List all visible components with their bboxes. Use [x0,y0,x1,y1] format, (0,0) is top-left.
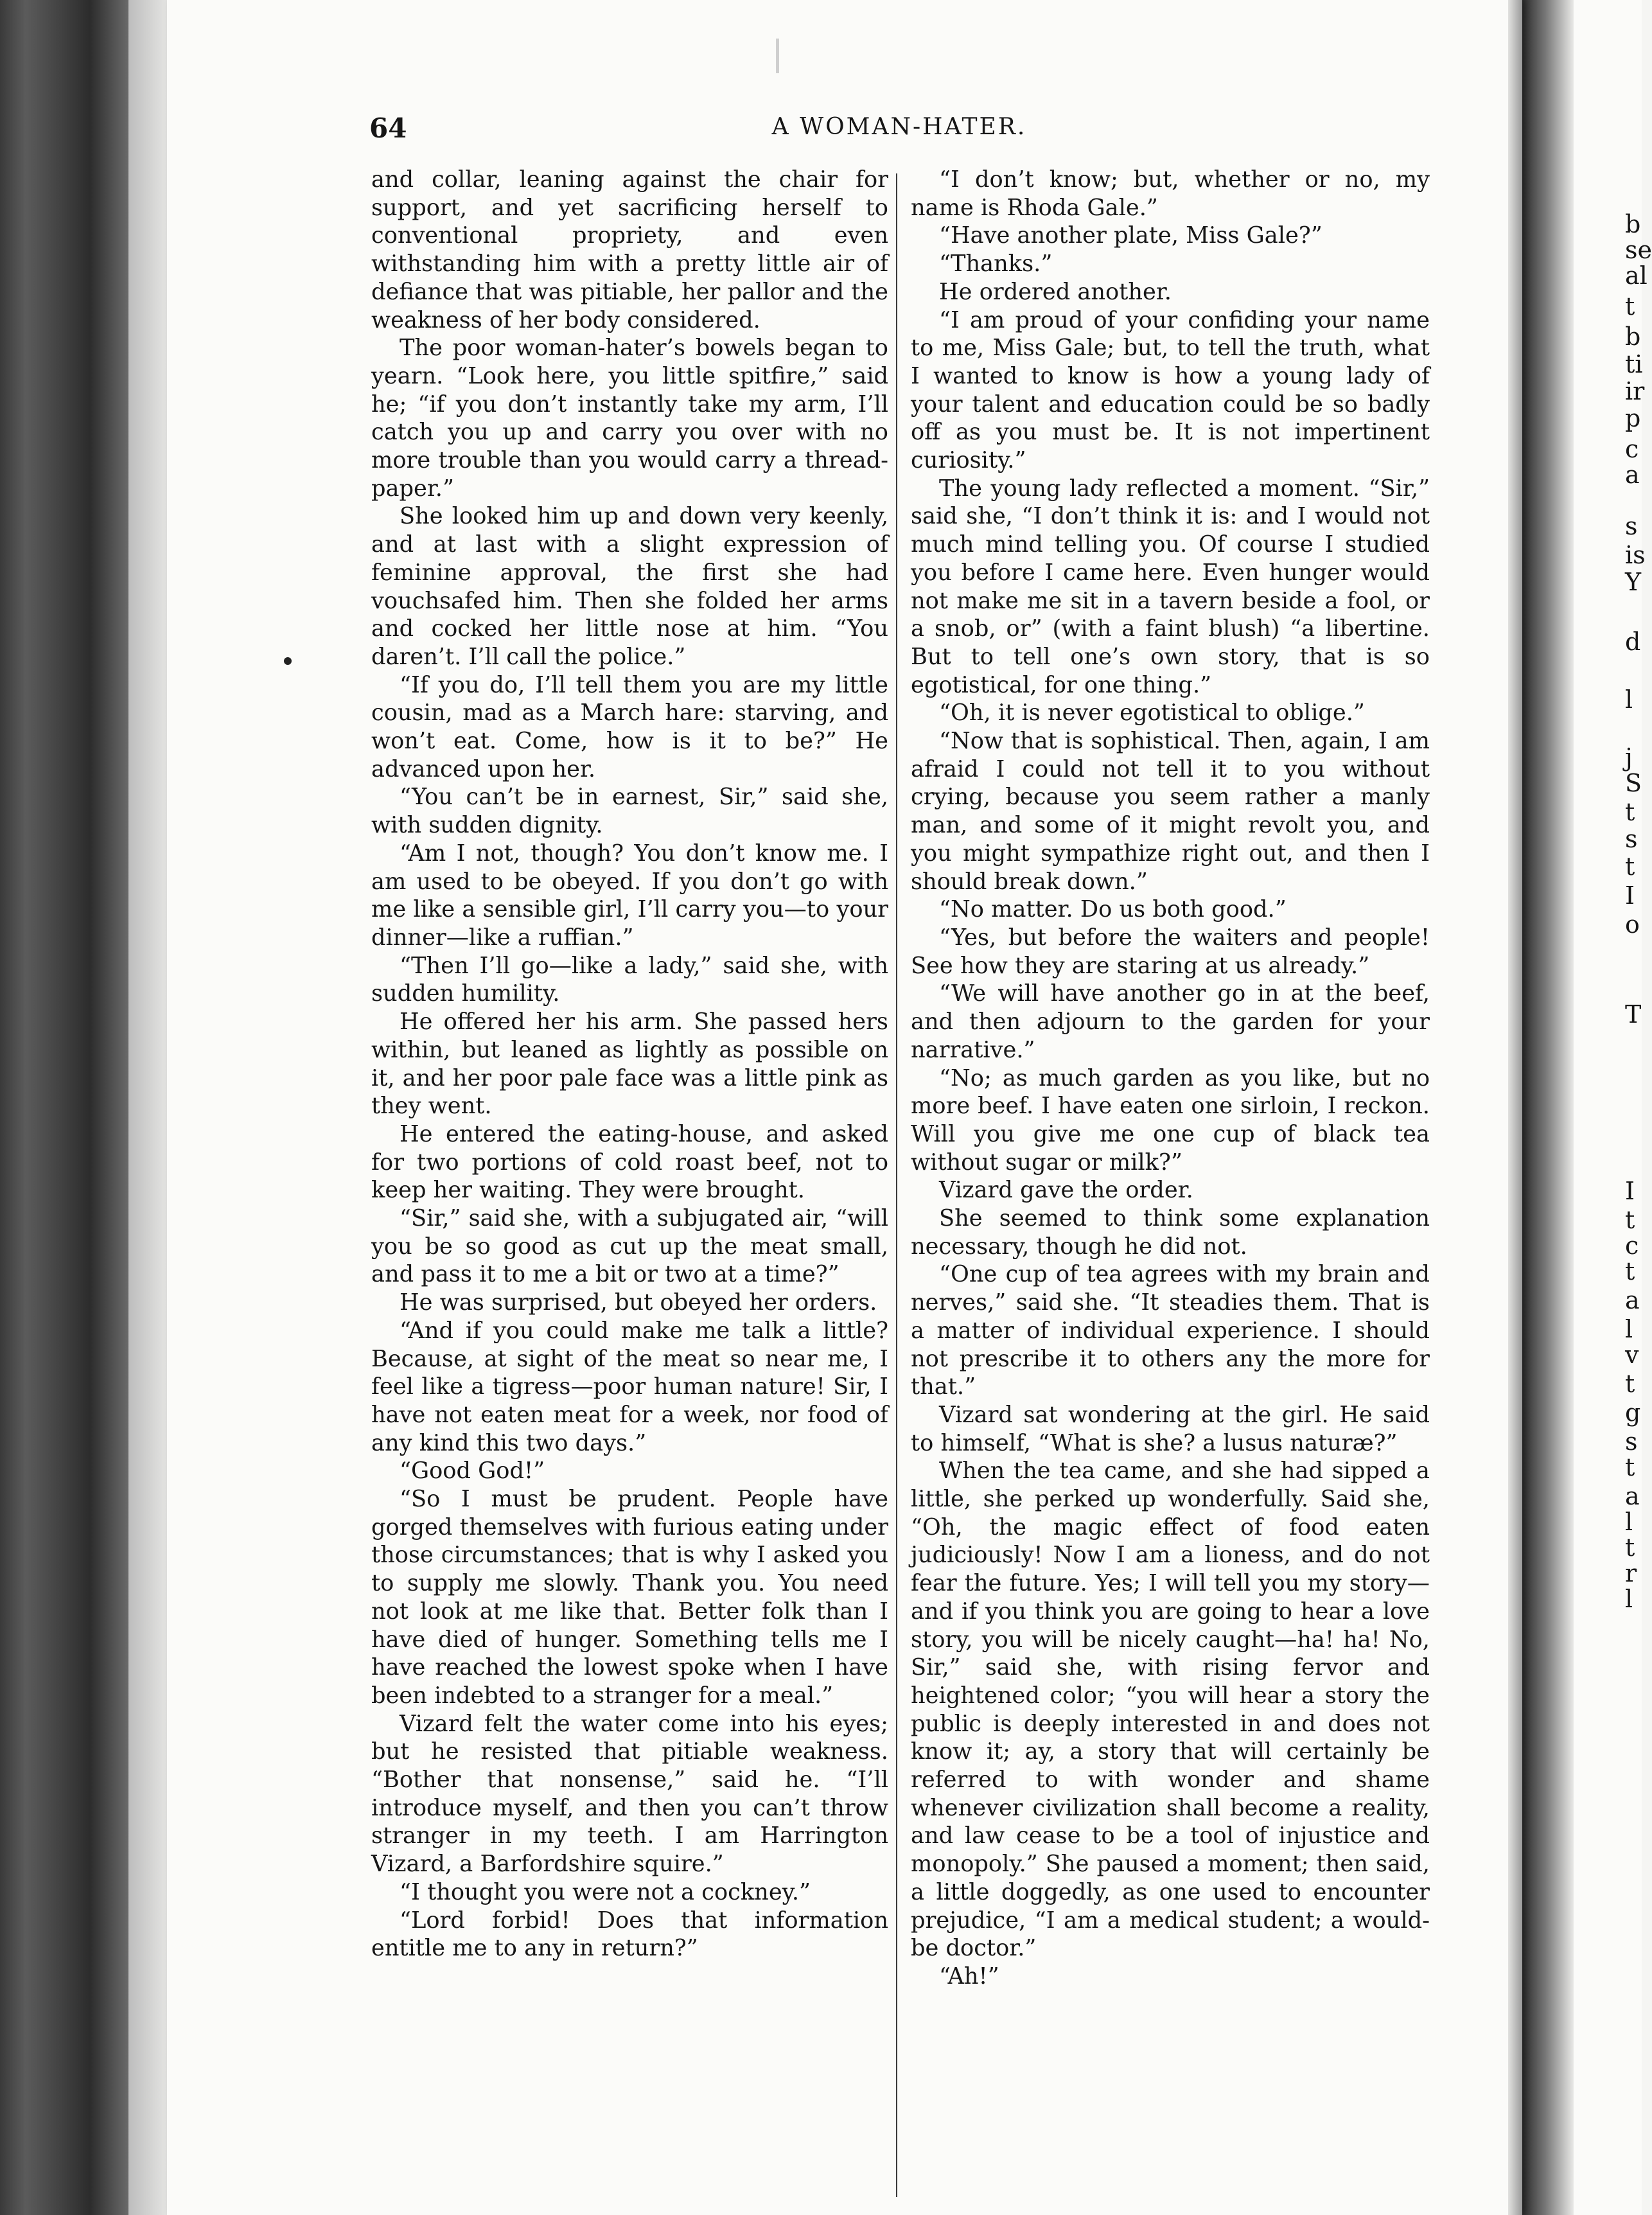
paragraph: “Sir,” said she, with a subjugated air, “will you be so good as cut up the meat small, and pass it to me a bit or two at a time?” [371,1205,888,1288]
facing-page-fragment: r [1625,1559,1637,1587]
facing-page-fragment: l [1625,1315,1633,1343]
facing-page-fragment: o [1625,910,1640,939]
facing-page-fragment: l [1625,1508,1633,1536]
scan-mark [776,39,779,73]
book-binding-gutter [0,0,128,2215]
paragraph: “If you do, I’ll tell them you are my little cousin, mad as a March hare: starving, and won’t eat. Come, how is it to be?” He advanced upon her. [371,671,888,782]
paragraph: The poor woman-hater’s bowels began to yearn. “Look here, you little spitfire,” said he; “if you don’t instantly take my arm, I’ll catch you up and carry you over with no more trouble than you would carry a thread-paper.” [371,335,888,502]
paragraph: “You can’t be in earnest, Sir,” said she, with sudden dignity. [371,784,888,839]
facing-page-fragment: b [1625,322,1641,351]
facing-page-fragment: ir [1625,377,1645,405]
facing-page-fragment: s [1625,1427,1638,1456]
facing-page-fragment: l [1625,685,1633,714]
paragraph: “One cup of tea agrees with my brain and nerves,” said she. “It steadies them. That is a matter of individual experience. I should not prescribe it to others any the more for that.” [911,1261,1430,1400]
facing-page-fragment: t [1625,292,1635,321]
facing-page-fragment: d [1625,628,1641,656]
paragraph: and collar, leaning against the chair for support, and yet sacrificing herself to conventional propriety, and even withstanding him with a pretty little air of defiance that was pitiable, her pallor and the weakness of her body considered. [371,166,888,333]
paragraph: Vizard felt the water come into his eyes; but he resisted that pitiable weakness. “Bother that nonsense,” said he. “I’ll introduce myself, and then you can’t throw stranger in my teeth. I am Harrington Vizard, a Barfordshire squire.” [371,1710,888,1878]
paragraph: “No matter. Do us both good.” [939,896,1287,923]
paragraph: “Thanks.” [939,251,1053,278]
running-head: A WOMAN-HATER. [771,114,1027,140]
facing-page-fragment: t [1625,798,1635,826]
paragraph: “Ah!” [939,1963,999,1990]
paragraph: “Oh, it is never egotistical to oblige.” [939,700,1365,727]
facing-page-fragment: t [1625,1206,1635,1234]
paragraph: When the tea came, and she had sipped a little, she perked up wonderfully. Said she, “Oh, the magic effect of food eaten judiciously! Now I am a lioness, and do not fear the future. Yes; I will tell you my story—and if you think you are going to hear a love story, you will be nicely caught—ha! ha! No, Sir,” said she, with rising fervor and heightened color; “you will hear a story the public is deeply interested in and does not know it; ay, a story that will certainly be referred to with wonder and shame whenever civilization shall become a reality, and law cease to be a tool of injustice and monopoly.” She paused a moment; then said, a little doggedly, as one used to encounter prejudice, “I am a medical student; a would-be doctor.” [911,1458,1430,1962]
facing-page-fragment: I [1625,1177,1635,1205]
facing-page-fragment: c [1625,1231,1639,1260]
paragraph: Vizard gave the order. [939,1177,1193,1204]
facing-page-fragment: b [1625,210,1641,238]
facing-page-fragment: p [1625,404,1641,432]
paragraph: “Am I not, though? You don’t know me. I am used to be obeyed. If you don’t go with me like a sensible girl, I’ll carry you—to your dinner—like a ruffian.” [371,840,888,951]
facing-page-fragment: l [1625,1585,1633,1613]
paragraph: Vizard sat wondering at the girl. He said to himself, “What is she? a lusus naturæ?” [911,1401,1430,1456]
page-number: 64 [369,112,407,144]
facing-page-fragment: s [1625,512,1638,540]
facing-page-fragment: t [1625,1370,1635,1398]
facing-page-fragment: T [1625,1000,1642,1028]
facing-page-fragment: v [1625,1341,1639,1369]
paragraph: “Lord forbid! Does that information entitle me to any in return?” [371,1907,888,1962]
facing-page-fragment: a [1625,1482,1640,1510]
facing-page-fragment: S [1625,769,1642,797]
facing-page-fragment: t [1625,852,1635,881]
facing-page-fragment: t [1625,1257,1635,1285]
facing-page-fragment: t [1625,1533,1635,1562]
paragraph: “We will have another go in at the beef, and then adjourn to the garden for your narrative.” [911,980,1430,1063]
paragraph: He entered the eating-house, and asked for two portions of cold roast beef, not to keep her waiting. They were brought. [371,1120,888,1204]
paragraph: She seemed to think some explanation necessary, though he did not. [911,1205,1430,1260]
paragraph: “Now that is sophistical. Then, again, I am afraid I could not tell it to you without crying, because you seem rather a manly man, and some of it might revolt you, and you might sympathize right out, and then I should break down.” [911,728,1430,895]
right-text-column [911,166,1430,1991]
facing-page-fragment: c [1625,435,1639,463]
paragraph: “Good God!” [400,1458,545,1485]
paragraph: “Have another plate, Miss Gale?” [939,222,1322,249]
column-divider [896,173,897,2197]
adjacent-page-edge [1574,0,1652,2215]
paragraph: She looked him up and down very keenly, and at last with a slight expression of feminine approval, the first she had vouchsafed him. Then she folded her arms and cocked her little nose at him. “You daren’t. I’ll call the police.” [371,503,888,670]
facing-page-fragment: a [1625,1286,1640,1314]
facing-page-fragment: s [1625,825,1638,853]
paragraph: He was surprised, but obeyed her orders. [400,1289,877,1316]
paragraph: The young lady reflected a moment. “Sir,” said she, “I don’t think it is: and I would not much mind telling you. Of course I studied you before I came here. Even hunger would not make me sit in a tavern beside a fool, or a snob, or” (with a faint blush) “a libertine. But to tell one’s own story, that is so egotistical, for one thing.” [911,475,1430,698]
paragraph: He ordered another. [939,278,1172,305]
facing-page-fragment: t [1625,1453,1635,1481]
paragraph: “Yes, but before the waiters and people! See how they are staring at us already.” [911,924,1430,979]
paragraph: He offered her his arm. She passed hers within, but leaned as lightly as possible on it, and her poor pale face was a little pink as they went. [371,1009,888,1120]
facing-page-fragment: is [1625,541,1646,569]
facing-page-fragment: g [1625,1399,1641,1427]
facing-page-fragment: se [1625,236,1652,264]
page-header [369,112,1429,151]
facing-page-fragment: ti [1625,350,1643,378]
paragraph: “No; as much garden as you like, but no more beef. I have eaten one sirloin, I reckon. Will you give me one cup of black tea without sugar or milk?” [911,1064,1430,1176]
page-spine-gap [1522,0,1574,2215]
facing-page-fragment: a [1625,461,1640,489]
paragraph: “I thought you were not a cockney.” [400,1878,811,1905]
paragraph: “Then I’ll go—like a lady,” said she, with sudden humility. [371,952,888,1007]
left-text-column [371,166,888,1963]
paragraph: “So I must be prudent. People have gorged themselves with furious eating under those circumstances; that is why I asked you to supply me slowly. Thank you. You need not look at me like that. Better folk than I have died of hunger. Something tells me I have reached the lowest spoke when I have been indebted to a stranger for a meal.” [371,1486,888,1709]
paragraph: “And if you could make me talk a little? Because, at sight of the meat so near me, I feel like a tigress—poor human nature! Sir, I have not eaten meat for a week, nor food of any kind this two days.” [371,1317,888,1456]
facing-page-fragment: j [1625,743,1633,772]
paragraph: “I don’t know; but, whether or no, my name is Rhoda Gale.” [911,166,1430,221]
paragraph: “I am proud of your confiding your name to me, Miss Gale; but, to tell the truth, what I wanted to know is how a young lady of your talent and education could be so badly off as you must be. It is not impertinent curiosity.” [911,306,1430,474]
ink-dot [284,657,292,665]
facing-page-fragment: I [1625,881,1635,910]
facing-page-fragment: al [1625,261,1648,290]
facing-page-fragment: Y [1625,568,1642,596]
